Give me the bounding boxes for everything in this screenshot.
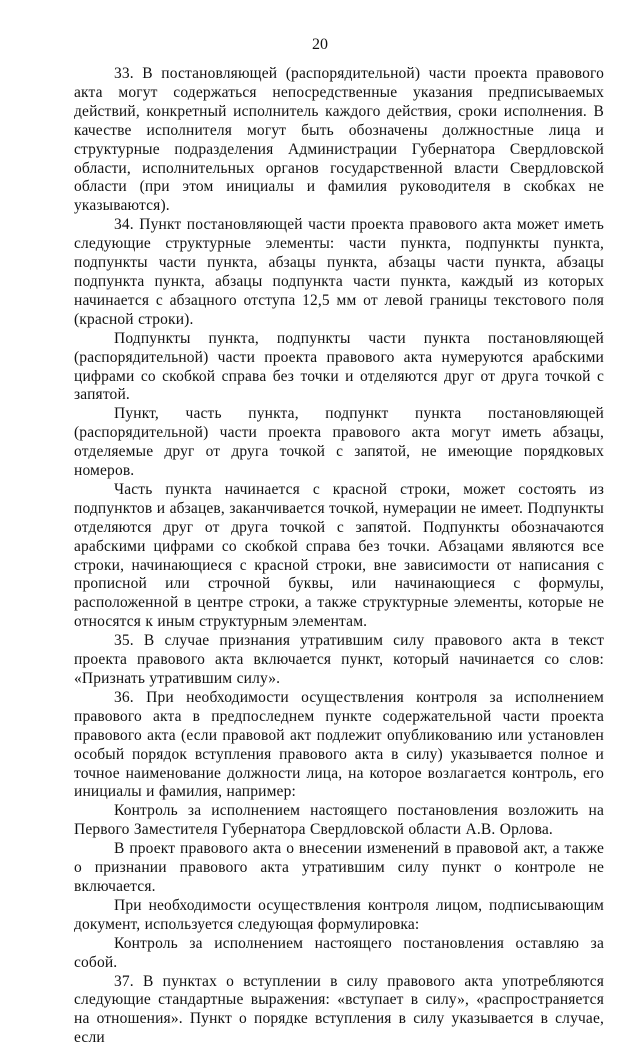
paragraph-no-control-clause: В проект правового акта о внесении изменений в правовой акт, а также о признании правового акта утратившим силу пункт о контроле не включается. — [74, 840, 604, 897]
paragraph-subpoints-numbering: Подпункты пункта, подпункты части пункта постановляющей (распорядительной) части проекта правового акта нумеруются арабскими цифрами со скобкой справа без точки и отделяются друг от друга точкой с запятой. — [74, 330, 604, 406]
paragraph-signer-formula: Контроль за исполнением настоящего постановления оставляю за собой. — [74, 935, 604, 973]
document-body — [74, 65, 604, 1048]
page-number: 20 — [0, 36, 640, 54]
paragraph-signer-control: При необходимости осуществления контроля лицом, подписывающим документ, используется следующая формулировка: — [74, 897, 604, 935]
paragraph-35: 35. В случае признания утратившим силу правового акта в текст проекта правового акта включается пункт, который начинается со слов: «Признать утратившим силу». — [74, 632, 604, 689]
paragraph-control-example: Контроль за исполнением настоящего постановления возложить на Первого Заместителя Губернатора Свердловской области А.В. Орлова. — [74, 802, 604, 840]
paragraph-part-of-point: Часть пункта начинается с красной строки, может состоять из подпунктов и абзацев, заканчивается точкой, нумерации не имеет. Подпункты отделяются друг от друга точкой с запятой. Подпункты обозначаются арабскими цифрами со скобкой справа без точки. Абзацами являются все строки, начинающиеся с красной строки, вне зависимости от написания с прописной или строчной буквы, или начинающиеся с формулы, расположенной в центре строки, а также структурные элементы, которые не относятся к иным структурным элементам. — [74, 481, 604, 632]
paragraph-37: 37. В пунктах о вступлении в силу правового акта употребляются следующие стандартные выражения: «вступает в силу», «распространяется на отношения». Пункт о порядке вступления в силу указывается в случае, если — [74, 973, 604, 1048]
paragraph-34: 34. Пункт постановляющей части проекта правового акта может иметь следующие структурные элементы: части пункта, подпункты пункта, подпункты части пункта, абзацы пункта, абзацы части пункта, абзацы подпункта пункта, абзацы подпункта части пункта, каждый из которых начинается с абзацного отступа 12,5 мм от левой границы текстового поля (красной строки). — [74, 216, 604, 329]
paragraph-abzacy: Пункт, часть пункта, подпункт пункта постановляющей (распорядительной) части проекта правового акта могут иметь абзацы, отделяемые друг от друга точкой с запятой, не имеющие порядковых номеров. — [74, 405, 604, 481]
paragraph-36: 36. При необходимости осуществления контроля за исполнением правового акта в предпоследнем пункте содержательной части проекта правового акта (если правовой акт подлежит опубликованию или установлен особый порядок вступления правового акта в силу) указывается полное и точное наименование должности лица, на которое возлагается контроль, его инициалы и фамилия, например: — [74, 689, 604, 802]
paragraph-33: 33. В постановляющей (распорядительной) части проекта правового акта могут содержаться непосредственные указания предписываемых действий, конкретный исполнитель каждого действия, сроки исполнения. В качестве исполнителя могут быть обозначены должностные лица и структурные подразделения Администрации Губернатора Свердловской области, исполнительных органов государственной власти Свердловской области (при этом инициалы и фамилия руководителя в скобках не указываются). — [74, 65, 604, 216]
